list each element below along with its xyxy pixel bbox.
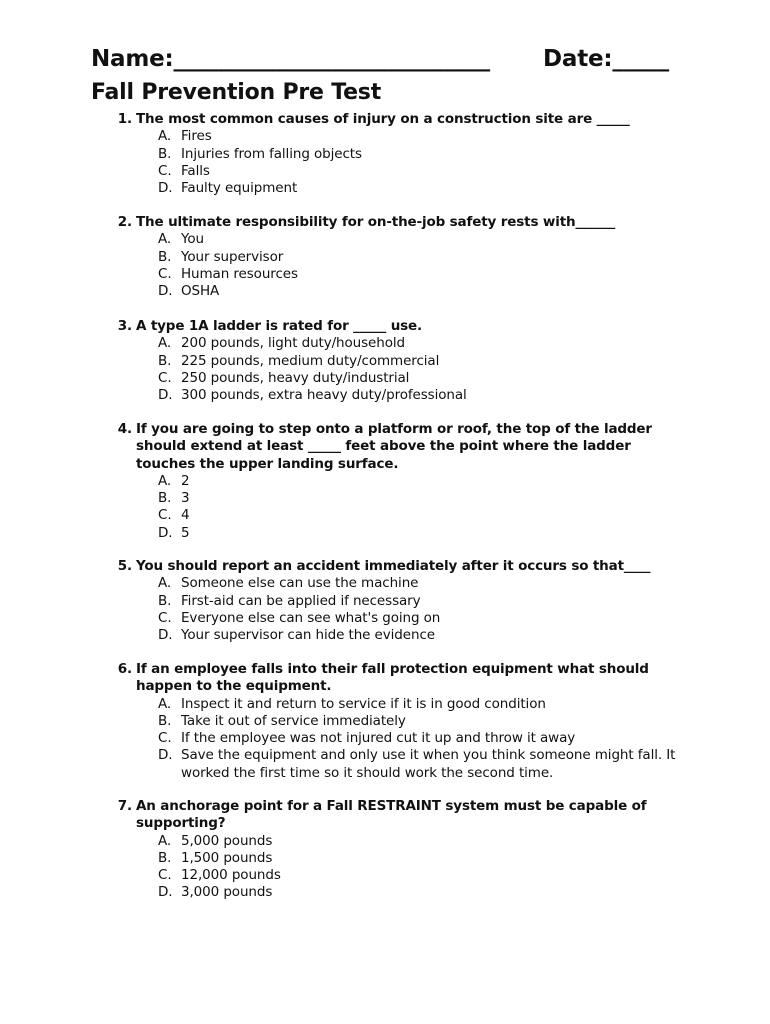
answer-option: [108, 593, 688, 610]
answer-option: [108, 473, 688, 490]
option-text: Someone else can use the machine: [181, 575, 419, 592]
option-letter: B.: [158, 248, 172, 265]
option-letter: D.: [158, 387, 173, 404]
page-title: Fall Prevention Pre Test: [91, 80, 382, 105]
question-5: [108, 558, 688, 644]
option-text: Take it out of service immediately: [181, 712, 406, 729]
answer-option: [108, 713, 688, 730]
answer-option: [108, 610, 688, 627]
answer-option: [108, 180, 688, 197]
option-text: 250 pounds, heavy duty/industrial: [181, 369, 410, 386]
answer-option: [108, 266, 688, 283]
option-letter: B.: [158, 352, 172, 369]
answer-option: [108, 627, 688, 644]
answer-option: [108, 696, 688, 713]
question-number: 4.: [117, 421, 132, 437]
option-text: First-aid can be applied if necessary: [181, 592, 421, 609]
question-text: The ultimate responsibility for on-the-job safety rests with______: [136, 214, 616, 230]
question-text: An anchorage point for a Fall RESTRAINT system must be capable of supporting?: [136, 798, 647, 832]
option-text: Fires: [181, 128, 212, 145]
option-text: Falls: [181, 162, 210, 179]
option-letter: D.: [158, 884, 173, 901]
option-letter: A.: [158, 832, 172, 849]
option-letter: A.: [158, 695, 172, 712]
answer-option: [108, 231, 688, 248]
answer-option: [108, 747, 688, 782]
answer-options: [108, 473, 688, 542]
option-letter: B.: [158, 490, 172, 507]
question-prompt: [108, 558, 688, 575]
answer-option: [108, 163, 688, 180]
option-letter: A.: [158, 575, 172, 592]
question-number: 2.: [117, 214, 132, 230]
option-text: 5: [181, 524, 190, 541]
question-6: [108, 661, 688, 782]
option-text: Your supervisor can hide the evidence: [181, 627, 435, 644]
option-letter: C.: [158, 507, 172, 524]
option-letter: C.: [158, 369, 172, 386]
question-text: The most common causes of injury on a construction site are _____: [136, 111, 630, 127]
date-field-label: Date:_____: [543, 46, 669, 72]
answer-option: [108, 575, 688, 592]
question-prompt: [108, 318, 688, 335]
answer-option: [108, 387, 688, 404]
option-letter: A.: [158, 472, 172, 489]
option-text: 300 pounds, extra heavy duty/professional: [181, 387, 467, 404]
option-text: 4: [181, 507, 190, 524]
question-4: [108, 421, 688, 542]
option-text: Human resources: [181, 265, 298, 282]
question-number: 1.: [117, 111, 132, 127]
option-text: 3: [181, 490, 190, 507]
answer-option: [108, 353, 688, 370]
option-letter: B.: [158, 592, 172, 609]
option-letter: A.: [158, 335, 172, 352]
question-prompt: [108, 661, 688, 696]
answer-option: [108, 850, 688, 867]
option-text: 5,000 pounds: [181, 832, 273, 849]
question-prompt: [108, 111, 688, 128]
answer-options: [108, 575, 688, 644]
option-letter: C.: [158, 162, 172, 179]
option-letter: A.: [158, 128, 172, 145]
answer-options: [108, 696, 688, 782]
question-prompt: [108, 798, 688, 833]
question-7: [108, 798, 688, 902]
question-prompt: [108, 214, 688, 231]
option-letter: C.: [158, 730, 172, 747]
answer-options: [108, 335, 688, 404]
question-text: A type 1A ladder is rated for _____ use.: [136, 318, 423, 334]
option-text: You: [181, 231, 204, 248]
question-1: [108, 111, 688, 197]
question-number: 3.: [117, 318, 132, 334]
option-text: 1,500 pounds: [181, 849, 273, 866]
option-letter: A.: [158, 231, 172, 248]
option-text: 2: [181, 472, 190, 489]
option-letter: D.: [158, 524, 173, 541]
answer-option: [108, 490, 688, 507]
answer-option: [108, 249, 688, 266]
answer-option: [108, 370, 688, 387]
option-text: 3,000 pounds: [181, 884, 273, 901]
question-text: If you are going to step onto a platform or roof, the top of the ladder should extend at least _____ feet above the point where the ladder touches the upper landing surface.: [136, 421, 652, 472]
name-field-label: Name:____________________________: [91, 46, 490, 72]
answer-option: [108, 730, 688, 747]
option-letter: B.: [158, 712, 172, 729]
option-letter: D.: [158, 180, 173, 197]
answer-option: [108, 146, 688, 163]
option-letter: C.: [158, 265, 172, 282]
option-letter: D.: [158, 627, 173, 644]
option-text: Injuries from falling objects: [181, 145, 362, 162]
option-letter: B.: [158, 145, 172, 162]
option-letter: D.: [158, 283, 173, 300]
option-text: Everyone else can see what's going on: [181, 609, 441, 626]
option-letter: C.: [158, 867, 172, 884]
question-number: 7.: [117, 798, 132, 814]
answer-option: [108, 335, 688, 352]
question-number: 6.: [117, 661, 132, 677]
option-letter: D.: [158, 747, 173, 764]
answer-option: [108, 884, 688, 901]
question-3: [108, 318, 688, 404]
answer-option: [108, 283, 688, 300]
answer-option: [108, 867, 688, 884]
question-2: [108, 214, 688, 300]
option-text: Your supervisor: [181, 248, 284, 265]
option-text: Save the equipment and only use it when you think someone might fall. It worked the first time so it should work the second time.: [181, 747, 676, 781]
option-text: Inspect it and return to service if it is in good condition: [181, 695, 546, 712]
option-text: OSHA: [181, 283, 220, 300]
question-text: You should report an accident immediately after it occurs so that____: [136, 558, 651, 574]
option-letter: B.: [158, 849, 172, 866]
option-text: 200 pounds, light duty/household: [181, 335, 405, 352]
answer-options: [108, 231, 688, 300]
question-number: 5.: [117, 558, 132, 574]
option-text: 12,000 pounds: [181, 867, 281, 884]
header-line: [91, 46, 691, 78]
answer-option: [108, 525, 688, 542]
option-text: 225 pounds, medium duty/commercial: [181, 352, 440, 369]
answer-options: [108, 833, 688, 902]
question-prompt: [108, 421, 688, 473]
option-letter: C.: [158, 609, 172, 626]
answer-option: [108, 128, 688, 145]
option-text: If the employee was not injured cut it up and throw it away: [181, 730, 576, 747]
answer-option: [108, 833, 688, 850]
answer-options: [108, 128, 688, 197]
option-text: Faulty equipment: [181, 180, 298, 197]
question-text: If an employee falls into their fall protection equipment what should happen to the equipment.: [136, 661, 649, 695]
answer-option: [108, 507, 688, 524]
